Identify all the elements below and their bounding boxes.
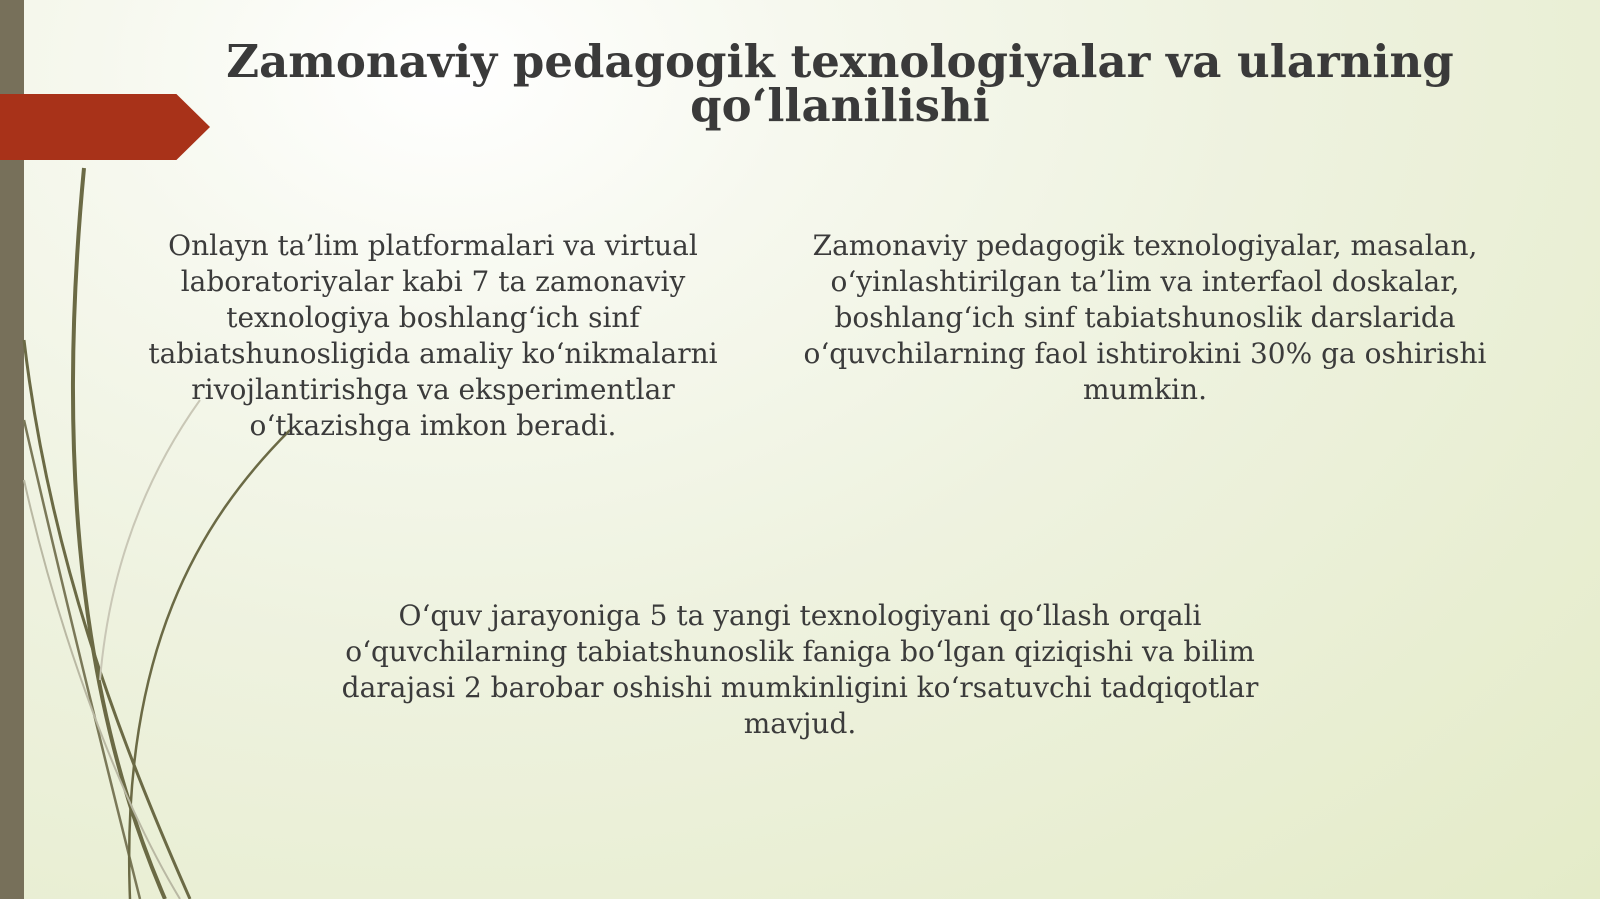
right-text-block: Zamonaviy pedagogik texnologiyalar, masalan, o‘yinlashtirilgan ta’lim va interfaol doskalar, boshlang‘ich sinf tabiatshunoslik darslarida o‘quvchilarning faol ishtirokini 30% ga oshirishi mumkin.: [803, 229, 1487, 406]
swoosh-line: [129, 430, 290, 899]
bottom-text-block: O‘quv jarayoniga 5 ta yangi texnologiyani qo‘llash orqali o‘quvchilarning tabiatshunoslik faniga bo‘lgan qiziqishi va bilim darajasi 2 barobar oshishi mumkinligini ko‘rsatuvchi tadqiqotlar mavjud.: [341, 599, 1259, 740]
title-arrow-marker: [0, 94, 210, 160]
swoosh-line: [24, 420, 140, 899]
slide-title: Zamonaviy pedagogik texnologiyalar va ularning qo‘llanilishi: [226, 35, 1454, 132]
left-text-block: Onlayn ta’lim platformalari va virtual laboratoriyalar kabi 7 ta zamonaviy texnologiya boshlang‘ich sinf tabiatshunosligida amaliy ko‘nikmalarni rivojlantirishga va eksperimentlar o‘tkazishga imkon beradi.: [148, 229, 718, 442]
